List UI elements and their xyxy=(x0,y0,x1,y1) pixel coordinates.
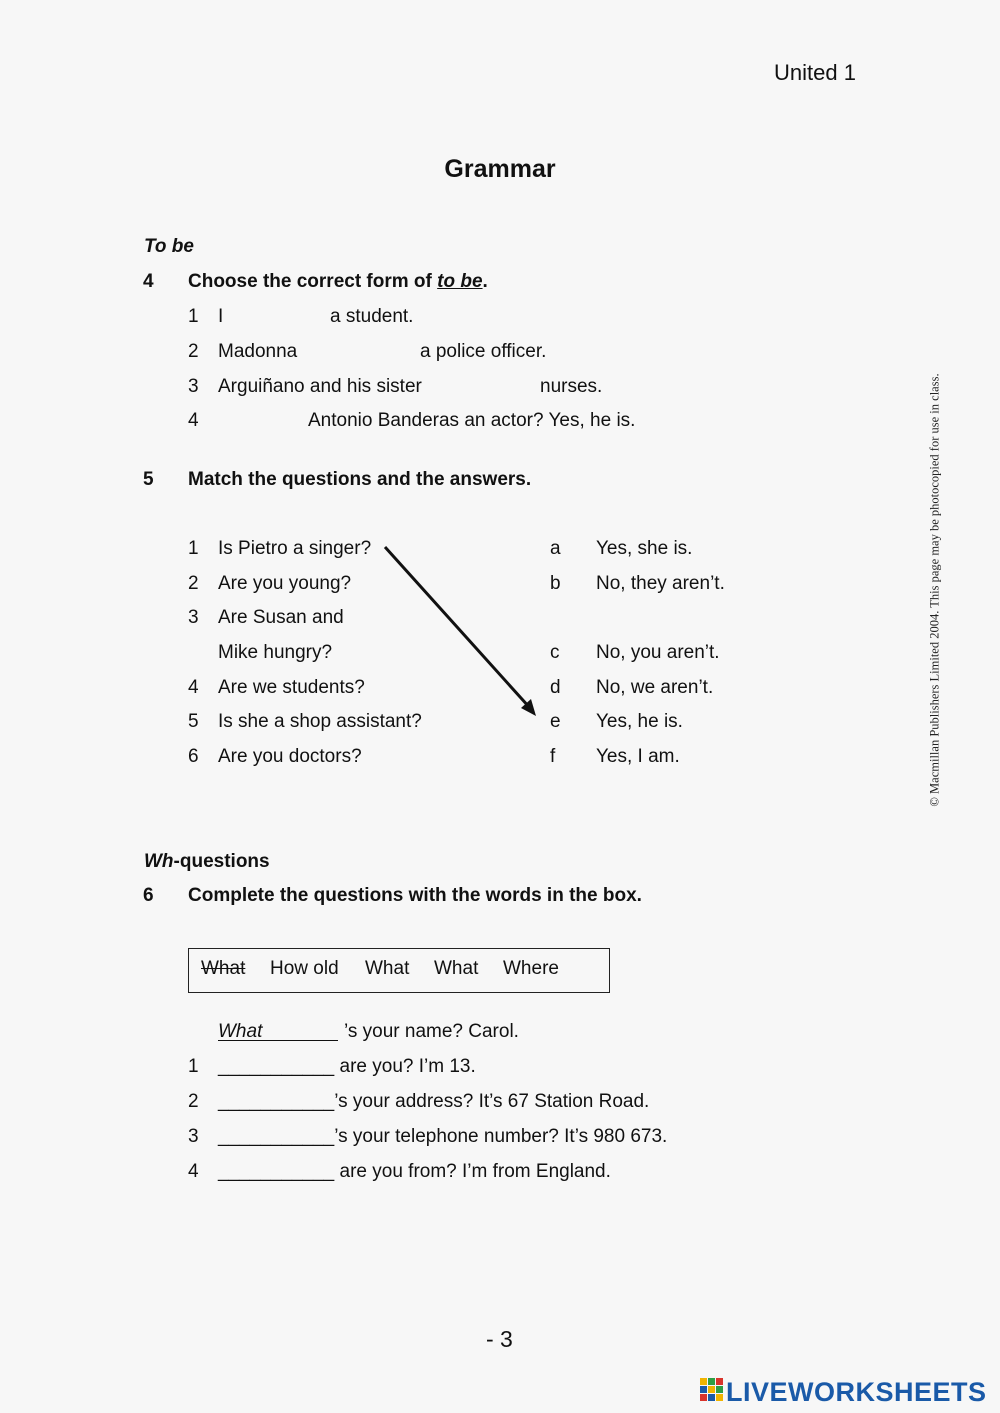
answer-text[interactable]: No, we aren’t. xyxy=(596,677,714,698)
answer-letter: e xyxy=(550,711,561,732)
exercise-6-number: 6 xyxy=(143,885,154,906)
answer-letter: c xyxy=(550,642,560,663)
ex4-item-after: a student. xyxy=(330,306,414,327)
copyright-note: © Macmillan Publishers Limited 2004. This page may be photocopied for use in class. xyxy=(927,373,942,807)
ex6-item-text[interactable]: ___________’s your telephone number? It’s 980 673. xyxy=(218,1126,668,1147)
heading-rest: -questions xyxy=(173,851,270,872)
example-question-text: ’s your name? Carol. xyxy=(344,1021,519,1042)
ex4-item-after: a police officer. xyxy=(420,341,547,362)
liveworksheets-logo-text: LIVEWORKSHEETS xyxy=(726,1377,987,1407)
ex6-item-text[interactable]: ___________ are you from? I’m from England. xyxy=(218,1161,611,1182)
answer-letter: b xyxy=(550,573,561,594)
word-box-item[interactable]: How old xyxy=(270,958,339,979)
example-answer-underline xyxy=(218,1040,338,1041)
instruction-prefix: Choose the correct form of xyxy=(188,271,438,292)
question-number: 5 xyxy=(188,711,199,732)
word-box-item[interactable]: What xyxy=(365,958,410,979)
ex6-item-number: 1 xyxy=(188,1056,199,1077)
section-heading-wh-questions xyxy=(144,851,270,873)
ex4-item-number: 3 xyxy=(188,376,199,397)
word-box-item-used: What xyxy=(201,958,246,979)
ex4-item-before: I xyxy=(218,306,224,327)
liveworksheets-logo-icon xyxy=(700,1378,724,1408)
exercise-4-number: 4 xyxy=(143,271,154,292)
ex4-item-number: 2 xyxy=(188,341,199,362)
exercise-5-instruction: Match the questions and the answers. xyxy=(188,469,532,490)
answer-text[interactable]: Yes, she is. xyxy=(596,538,693,559)
question-text-continued[interactable]: Mike hungry? xyxy=(218,642,333,663)
question-text[interactable]: Are you young? xyxy=(218,573,352,594)
ex6-item-number: 2 xyxy=(188,1091,199,1112)
ex4-item-number: 4 xyxy=(188,410,199,431)
question-text[interactable]: Are we students? xyxy=(218,677,365,698)
ex6-item-text[interactable]: ___________’s your address? It’s 67 Station Road. xyxy=(218,1091,650,1112)
section-heading-to-be: To be xyxy=(144,236,194,257)
word-box-item[interactable]: Where xyxy=(503,958,559,979)
page-title: Grammar xyxy=(444,155,556,183)
answer-letter: d xyxy=(550,677,561,698)
ex4-item-after: Antonio Banderas an actor? Yes, he is. xyxy=(308,410,636,431)
answer-text[interactable]: Yes, he is. xyxy=(596,711,683,732)
answer-text: Yes, I am. xyxy=(596,746,680,767)
question-text[interactable]: Is Pietro a singer? xyxy=(218,538,372,559)
question-text[interactable]: Is she a shop assistant? xyxy=(218,711,422,732)
question-number: 2 xyxy=(188,573,199,594)
ex4-item-before: Arguiñano and his sister xyxy=(218,376,422,397)
question-number: 1 xyxy=(188,538,199,559)
ex6-item-number: 3 xyxy=(188,1126,199,1147)
answer-letter: a xyxy=(550,538,561,559)
instruction-emphasis: to be xyxy=(437,271,483,292)
ex6-item-text[interactable]: ___________ are you? I’m 13. xyxy=(218,1056,476,1077)
ex4-item-before: Madonna xyxy=(218,341,298,362)
question-number: 4 xyxy=(188,677,199,698)
ex4-item-after: nurses. xyxy=(540,376,603,397)
exercise-6-instruction: Complete the questions with the words in the box. xyxy=(188,885,642,906)
ex4-item-number: 1 xyxy=(188,306,199,327)
heading-italic-part: Wh xyxy=(144,851,174,872)
answer-text[interactable]: No, they aren’t. xyxy=(596,573,725,594)
word-box-item[interactable]: What xyxy=(434,958,479,979)
question-text[interactable]: Are you doctors? xyxy=(218,746,362,767)
question-number: 3 xyxy=(188,607,199,628)
exercise-5-number: 5 xyxy=(143,469,154,490)
page-number: - 3 xyxy=(486,1326,513,1352)
instruction-suffix: . xyxy=(482,271,488,292)
ex6-item-number: 4 xyxy=(188,1161,199,1182)
answer-letter: f xyxy=(550,746,556,767)
question-text[interactable]: Are Susan and xyxy=(218,607,344,628)
example-answer: What xyxy=(218,1021,263,1042)
answer-text[interactable]: No, you aren’t. xyxy=(596,642,720,663)
word-box xyxy=(188,948,610,993)
page-header: United 1 xyxy=(774,60,856,85)
question-number: 6 xyxy=(188,746,199,767)
